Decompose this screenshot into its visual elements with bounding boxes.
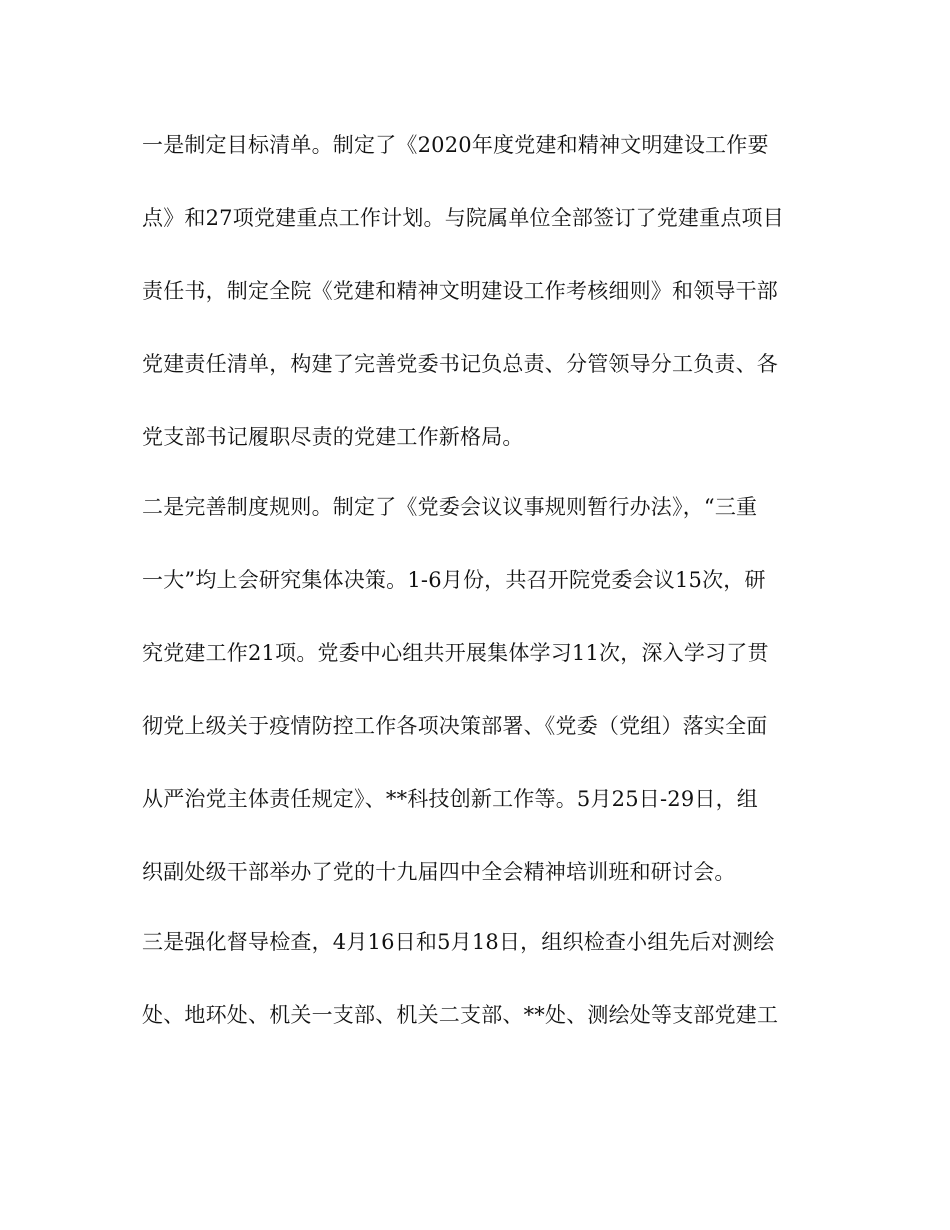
text-line: 处、地环处、机关一支部、机关二支部、**处、测绘处等支部党建工 [142, 1003, 779, 1027]
text-line: 三是强化督导检查，4月16日和5月18日，组织检查小组先后对测绘 [142, 930, 775, 954]
paragraph-target-list [142, 118, 806, 464]
text-line: 一是制定目标清单。制定了《2020年度党建和精神文明建设工作要 [142, 133, 769, 157]
text-line: 党支部书记履职尽责的党建工作新格局。 [142, 425, 524, 449]
text-line: 责任书，制定全院《党建和精神文明建设工作考核细则》和领导干部 [142, 279, 778, 303]
text-line: 究党建工作21项。党委中心组共开展集体学习11次，深入学习了贯 [142, 641, 769, 665]
text-line: 二是完善制度规则。制定了《党委会议议事规则暂行办法》，“三重 [142, 495, 758, 519]
text-line: 点》和27项党建重点工作计划。与院属单位全部签订了党建重点项目 [142, 206, 784, 230]
text-line: 党建责任清单，构建了完善党委书记负总责、分管领导分工负责、各 [142, 352, 778, 376]
text-line: 一大”均上会研究集体决策。1-6月份，共召开院党委会议15次，研 [142, 568, 766, 592]
text-line: 从严治党主体责任规定》、**科技创新工作等。5月25日-29日，组 [142, 787, 758, 811]
paragraph-system-rules [142, 480, 806, 899]
document-body [142, 118, 806, 1042]
text-line: 织副处级干部举办了党的十九届四中全会精神培训班和研讨会。 [142, 860, 736, 884]
text-line: 彻党上级关于疫情防控工作各项决策部署、《党委（党组）落实全面 [142, 714, 768, 738]
paragraph-supervision-inspection [142, 915, 806, 1042]
